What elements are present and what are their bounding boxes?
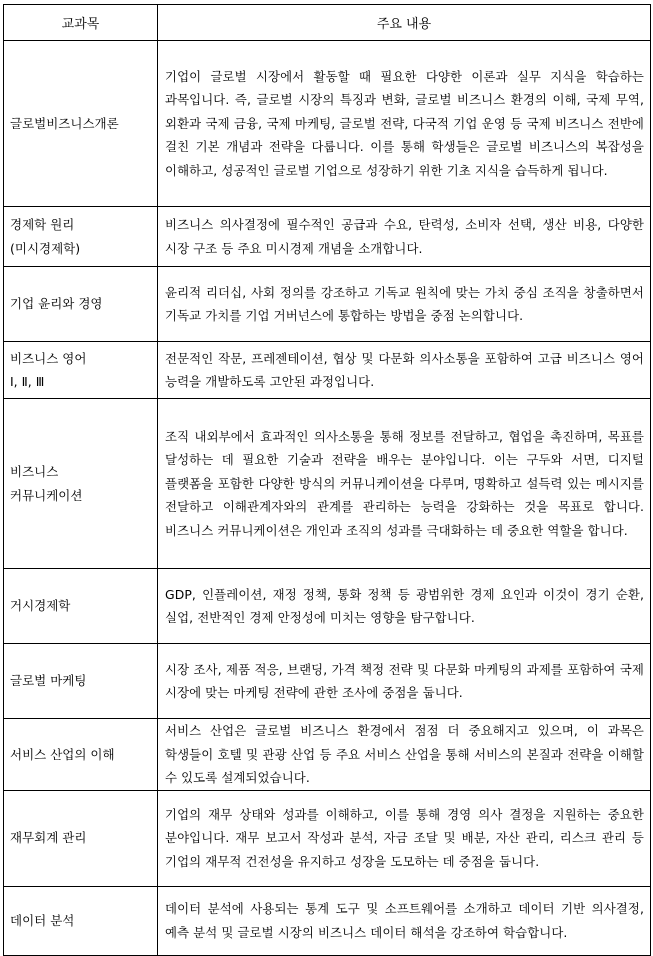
- subject-name: 거시경제학: [10, 598, 71, 614]
- subject-name: 재무회계 관리: [10, 830, 87, 846]
- subject-cell: [4, 790, 158, 886]
- subject-cell: [4, 207, 158, 267]
- description-cell: GDP, 인플레이션, 재정 정책, 통화 정책 등 광범위한 경제 요인과 이것이 경기 순환, 실업, 전반적인 경제 안정성에 미치는 영향을 탐구합니다.: [158, 569, 651, 644]
- table-row: [4, 790, 651, 886]
- subject-cell: [4, 886, 158, 955]
- table-row: [4, 41, 651, 207]
- subject-name: 경제학 원리: [10, 217, 75, 232]
- subject-name: 글로벌 마케팅: [10, 673, 87, 689]
- subject-name: 비즈니스: [10, 464, 59, 479]
- subject-name: 서비스 산업의 이해: [10, 746, 115, 762]
- subject-cell: [4, 644, 158, 719]
- subject-name-line2: (미시경제학): [10, 240, 81, 256]
- subject-cell: [4, 267, 158, 342]
- table-row: [4, 207, 651, 267]
- subject-cell: [4, 569, 158, 644]
- description-cell: 비즈니스 의사결정에 필수적인 공급과 수요, 탄력성, 소비자 선택, 생산 비용, 다양한 시장 구조 등 주요 미시경제 개념을 소개합니다.: [158, 207, 651, 267]
- table-header-row: [4, 5, 651, 41]
- header-subject: 교과목: [4, 5, 158, 41]
- subject-name: 비즈니스 영어: [10, 350, 87, 366]
- table-row: [4, 569, 651, 644]
- table-row: [4, 719, 651, 791]
- description-cell: 시장 조사, 제품 적응, 브랜딩, 가격 책정 전략 및 다문화 마케팅의 과제를 포함하여 국제 시장에 맞는 마케팅 전략에 관한 조사에 중점을 둡니다.: [158, 644, 651, 719]
- subject-name: 기업 윤리와 경영: [10, 296, 103, 312]
- description-cell: 윤리적 리더십, 사회 정의를 강조하고 기독교 원칙에 맞는 가치 중심 조직을 창출하면서 기독교 가치를 기업 거버넌스에 통합하는 방법을 중점 논의합니다.: [158, 267, 651, 342]
- course-table: [3, 4, 651, 956]
- description-cell: 데이터 분석에 사용되는 통계 도구 및 소프트웨어를 소개하고 데이터 기반 의사결정, 예측 분석 및 글로벌 시장의 비즈니스 데이터 해석을 강조하여 학습합니다.: [158, 886, 651, 955]
- subject-cell: [4, 719, 158, 791]
- subject-cell: [4, 41, 158, 207]
- description-cell: 기업의 재무 상태와 성과를 이해하고, 이를 통해 경영 의사 결정을 지원하는 중요한 분야입니다. 재무 보고서 작성과 분석, 자금 조달 및 배분, 자산 관리, 리스크 관리 등 기업의 재무적 건전성을 유지하고 성장을 도모하는 데 중점을 둡니다.: [158, 790, 651, 886]
- subject-name: 글로벌비즈니스개론: [10, 115, 119, 131]
- description-cell: 서비스 산업은 글로벌 비즈니스 환경에서 점점 더 중요해지고 있으며, 이 과목은 학생들이 호텔 및 관광 산업 등 주요 서비스 산업을 통해 서비스의 본질과 전략을 이해할 수 있도록 설계되었습니다.: [158, 719, 651, 791]
- table-row: [4, 886, 651, 955]
- header-content: 주요 내용: [158, 5, 651, 41]
- table-row: [4, 399, 651, 569]
- table-row: [4, 267, 651, 342]
- subject-name-line2: 커뮤니케이션: [10, 487, 83, 503]
- description-cell: 기업이 글로벌 시장에서 활동할 때 필요한 다양한 이론과 실무 지식을 학습하는 과목입니다. 즉, 글로벌 시장의 특징과 변화, 글로벌 비즈니스 환경의 이해, 국제 무역, 외환과 국제 금융, 국제 마케팅, 글로벌 전략, 다국적 기업 운영 등 국제 비즈니스 전반에 걸친 기본 개념과 전략을 다룹니다. 이를 통해 학생들은 글로벌 비즈니스의 복잡성을 이해하고, 성공적인 글로벌 기업으로 성장하기 위한 기초 지식을 습득하게 됩니다.: [158, 41, 651, 207]
- description-cell: 조직 내외부에서 효과적인 의사소통을 통해 정보를 전달하고, 협업을 촉진하며, 목표를 달성하는 데 필요한 기술과 전략을 배우는 분야입니다. 이는 구두와 서면, 디지털 플랫폼을 포함한 다양한 방식의 커뮤니케이션을 다루며, 명확하고 설득력 있는 메시지를 전달하고 이해관계자와의 관계를 관리하는 능력을 강화하는 것을 목표로 합니다. 비즈니스 커뮤니케이션은 개인과 조직의 성과를 극대화하는 데 중요한 역할을 합니다.: [158, 399, 651, 569]
- subject-cell: [4, 342, 158, 399]
- table-row: [4, 644, 651, 719]
- subject-name: 데이터 분석: [10, 912, 75, 928]
- subject-cell: [4, 399, 158, 569]
- description-cell: 전문적인 작문, 프레젠테이션, 협상 및 다문화 의사소통을 포함하여 고급 비즈니스 영어 능력을 개발하도록 고안된 과정입니다.: [158, 342, 651, 399]
- table-row: [4, 342, 651, 399]
- subject-name-line2: Ⅰ, Ⅱ, Ⅲ: [10, 374, 45, 389]
